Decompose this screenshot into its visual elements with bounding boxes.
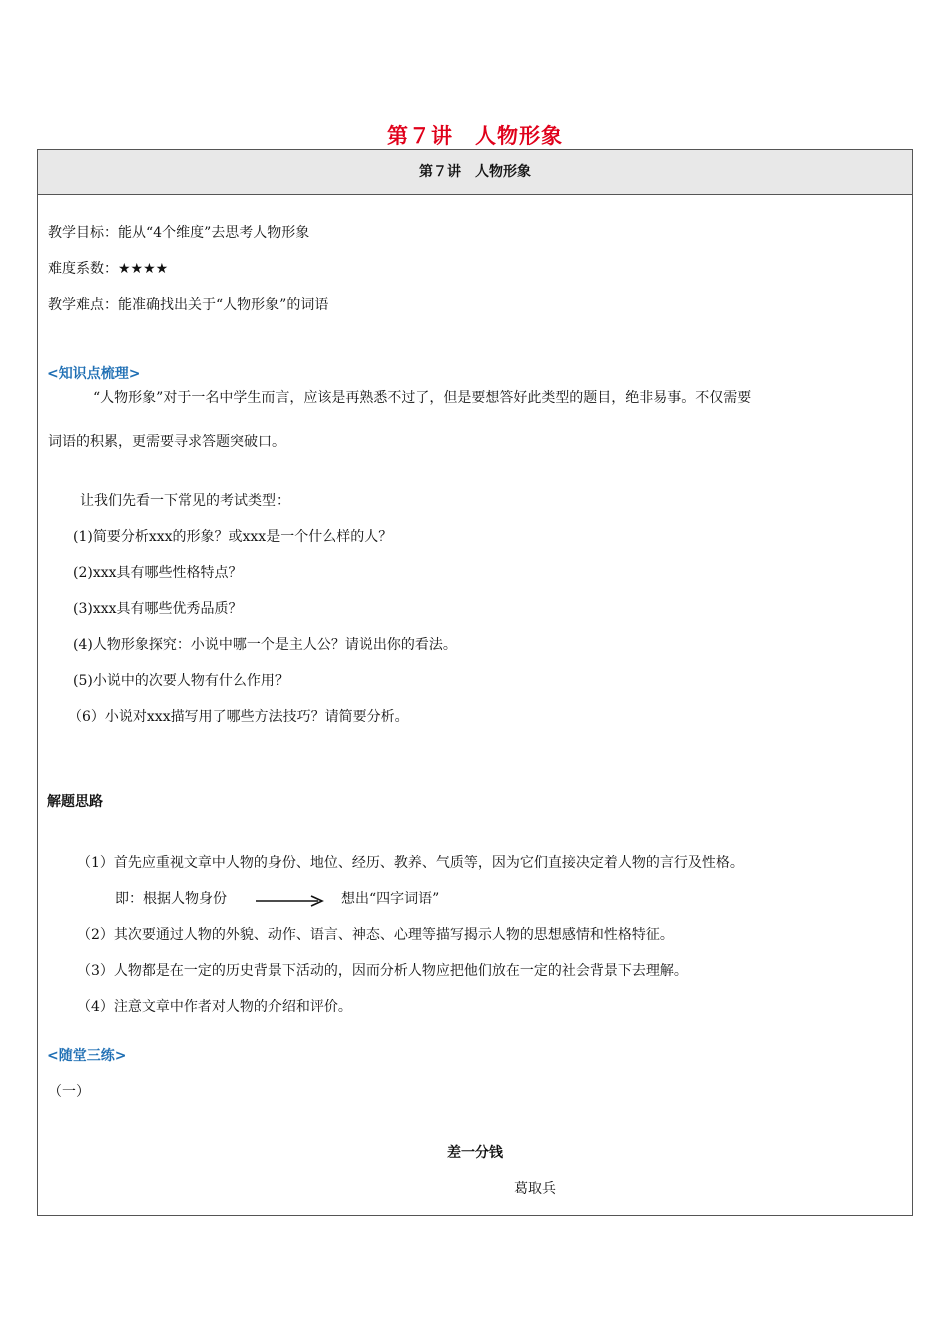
approach-heading: 解题思路 (47, 794, 103, 810)
question-item: (5)小说中的次要人物有什么作用？ (73, 673, 289, 689)
story-title: 差一分钱 (447, 1145, 503, 1161)
question-item: (3)xxx具有哪些优秀品质？ (73, 601, 243, 617)
knowledge-heading: <知识点梳理> (47, 366, 141, 382)
approach-step-1: （1）首先应重视文章中人物的身份、地位、经历、教养、气质等，因为它们直接决定着人物的言行及性格。 (77, 855, 744, 871)
approach-step-3: （3）人物都是在一定的历史背景下活动的，因而分析人物应把他们放在一定的社会背景下去理解。 (77, 963, 688, 979)
difficulty-row (48, 259, 168, 279)
question-item: （6）小说对xxx描写用了哪些方法技巧？请简要分析。 (68, 709, 409, 725)
page-title: 第７讲 人物形象 (387, 124, 563, 148)
table-header-title: 第７讲 人物形象 (419, 164, 531, 180)
table-header (38, 150, 912, 195)
knowledge-paragraph-line1: “人物形象”对于一名中学生而言，应该是再熟悉不过了，但是要想答好此类型的题目，绝非易事。不仅需要 (93, 390, 752, 406)
knowledge-paragraph-line2: 词语的积累，更需要寻求答题突破口。 (48, 434, 286, 450)
question-item: (4)人物形象探究：小说中哪一个是主人公？请说出你的看法。 (73, 637, 457, 653)
difficulty-label: 难度系数： (48, 261, 118, 277)
question-item: (2)xxx具有哪些性格特点？ (73, 565, 243, 581)
exam-types-intro: 让我们先看一下常见的考试类型： (80, 493, 290, 509)
question-item: (1)简要分析xxx的形象？或xxx是一个什么样的人？ (73, 529, 393, 545)
story-author: 葛取兵 (514, 1181, 556, 1197)
practice-heading: <随堂三练> (47, 1048, 127, 1064)
teaching-key-point: 教学难点：能准确找出关于“人物形象”的词语 (48, 297, 329, 313)
approach-step-4: （4）注意文章中作者对人物的介绍和评价。 (77, 999, 352, 1015)
approach-step-2: （2）其次要通过人物的外貌、动作、语言、神态、心理等描写揭示人物的思想感情和性格特征。 (77, 927, 674, 943)
approach-step-1-right: 想出“四字词语” (341, 891, 440, 907)
arrow-right-icon (256, 895, 326, 907)
approach-step-1-left: 即：根据人物身份 (115, 891, 227, 907)
teaching-goal: 教学目标：能从“4个维度”去思考人物形象 (48, 225, 310, 241)
practice-part: （一） (48, 1084, 90, 1100)
difficulty-stars: ★★★★ (118, 261, 169, 277)
